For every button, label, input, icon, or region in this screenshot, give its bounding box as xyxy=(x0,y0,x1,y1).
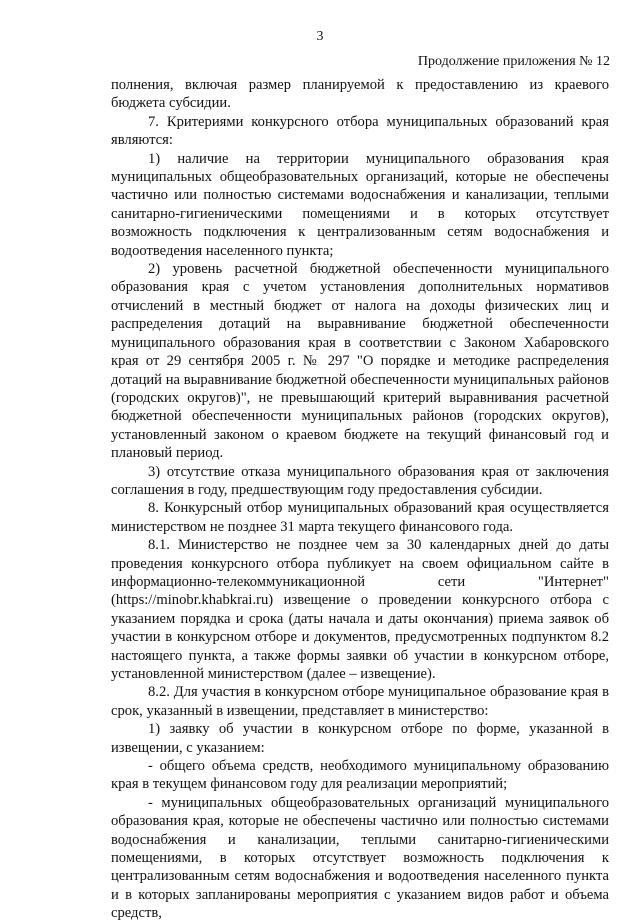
paragraph: 2) уровень расчетной бюджетной обеспеченности муниципального образования края с учетом установления дополнительных нормативов отчислений в местный бюджет от налога на доходы физических лиц и распределения дотаций на выравнивание бюджетной обеспеченности муниципального образования края в соответствии с Законом Хабаровского края от 29 сентября 2005 г. № 297 "О порядке и методике распределения дотаций на выравнивание бюджетной обеспеченности муниципальных районов (городских округов)", не превышающий критерий выравнивания расчетной бюджетной обеспеченности муниципальных районов (городских округов), установленный законом о краевом бюджете на текущий финансовый год и плановый период. xyxy=(111,261,609,462)
paragraph: - муниципальных общеобразовательных организаций муниципального образования края, которые не обеспечены частично или полностью системами водоснабжения и канализации, теплыми санитарно-гигиеническими помещениями, в которых отсутствует возможность подключения к централизованным сетям водоснабжения и водоотведения населенного пункта и в которых запланированы мероприятия с указанием видов работ и объема средств, xyxy=(111,794,609,922)
paragraph: 3) отсутствие отказа муниципального образования края от заключения соглашения в году, предшествующим году предоставления субсидии. xyxy=(111,463,609,498)
paragraph: 1) заявку об участии в конкурсном отборе по форме, указанной в извещении, с указанием: xyxy=(111,721,609,756)
paragraph: 7. Критериями конкурсного отбора муниципальных образований края являются: xyxy=(111,113,609,149)
page-number: 3 xyxy=(316,29,324,44)
paragraph: 1) наличие на территории муниципального образования края муниципальных общеобразовательных организаций, которые не обеспечены частично или полностью системами водоснабжения и канализации, теплыми санитарно-гигиеническими помещениями и в которых отсутствует возможность подключения к централизованным сетям водоснабжения и водоотведения населенного пункта; xyxy=(111,150,609,259)
paragraph: 8. Конкурсный отбор муниципальных образований края осуществляется министерством не позднее 31 марта текущего финансового года. xyxy=(111,500,609,535)
paragraph: 8.2. Для участия в конкурсном отборе муниципальное образование края в срок, указанный в извещении, представляет в министерство: xyxy=(111,684,609,719)
document-body xyxy=(111,76,609,923)
appendix-continuation-header: Продолжение приложения № 12 xyxy=(417,54,610,69)
paragraph: 8.1. Министерство не позднее чем за 30 календарных дней до даты проведения конкурсного отбора публикует на своем официальном сайте в информационно-телекоммуникационной сети "Интернет" (https://minobr.khabkrai.ru) извещение о проведении конкурсного отбора с указанием порядка и срока (даты начала и даты окончания) приема заявок об участии в конкурсном отборе и документов, предусмотренных подпунктом 8.2 настоящего пункта, а также формы заявки об участии в конкурсном отборе, установленной министерством (далее – извещение). xyxy=(111,537,609,682)
paragraph: полнения, включая размер планируемой к предоставлению из краевого бюджета субсидии. xyxy=(111,77,609,112)
paragraph: - общего объема средств, необходимого муниципальному образованию края в текущем финансовом году для реализации мероприятий; xyxy=(111,758,609,793)
